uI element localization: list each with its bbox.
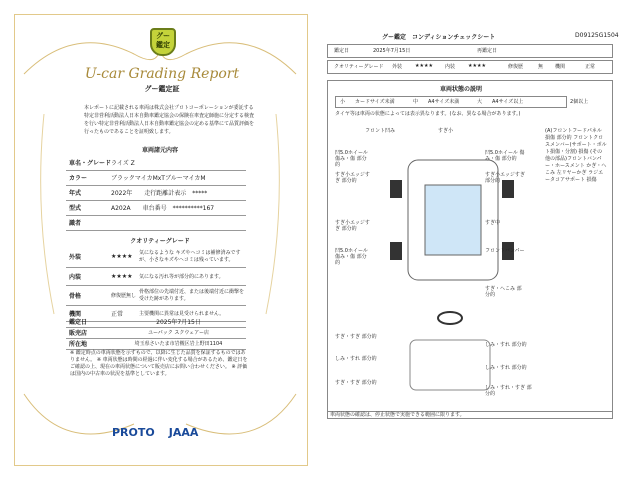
quality-stars: 修復歴無し	[111, 292, 137, 299]
spec-key: 識者	[69, 220, 82, 227]
spec-value: ライズ Z	[111, 160, 135, 167]
quality-label: クオリティーグレード	[334, 64, 384, 70]
quality-stars: ★★★★	[111, 272, 133, 280]
shop-value: ユーパック スクウェアー店	[148, 330, 209, 336]
spec-key: カラー	[69, 175, 88, 182]
damage-label: しみ・すれ 部分的	[485, 365, 527, 371]
damage-label: 凹5.0ホイール 傷み・傷 部分的	[335, 150, 368, 168]
damage-label: しみ・すれ・すぎ 部分的	[485, 385, 532, 397]
report-subtitle: グー鑑定証	[144, 85, 180, 93]
quality-row	[66, 267, 246, 286]
spec-key: 型式	[69, 205, 82, 212]
jaaa-logo: JAAA	[168, 426, 199, 439]
spec-value: A202A 車台番号 **********167	[111, 205, 215, 212]
next-date-label: 再鑑定日	[477, 48, 498, 54]
date-value: 2025年7月15日	[156, 319, 201, 326]
state-title: 車両状態の説明	[440, 86, 483, 93]
condition-check-sheet	[320, 0, 640, 480]
date-box	[327, 44, 613, 58]
legend-text: タイヤ等は車両の状態によっては表示異なります。(なお、異なる場合があります。)	[335, 111, 521, 117]
notes-text: ※ 鑑定時点の車両状態を示すもので、以降に生じた品質を保証するものではありません。 ※ 車両状態は時間の経過に伴い変化する場合があるため、鑑定日をご確認の上、現在の車両状態について販売店にお問い合わせください。 ※ 評価は国内の中古車の状況を基準としています。	[70, 350, 248, 377]
section-quality: クオリティーグレード	[130, 238, 190, 245]
quality-desc: 気になるような キズやヘコミは補修済みですが、小さなキズやヘコミは残っています。	[139, 250, 241, 263]
ext-stars: ★★★★	[415, 63, 433, 69]
size-note: 2個以上	[570, 99, 589, 105]
damage-label: すぎ小エッジすぎ 部分的	[335, 172, 370, 184]
ext-label: 外装	[392, 64, 403, 70]
spec-key: 年式	[69, 190, 82, 197]
size-small-desc: カードサイズ未満	[355, 99, 395, 105]
spec-row	[66, 170, 246, 186]
damage-label: 凹5.0ホイール 傷み・傷 部分的	[335, 248, 368, 266]
quality-key: 機関	[69, 310, 82, 318]
car-diagram-icon	[380, 150, 530, 400]
engine-value: 正常	[585, 64, 596, 70]
date-label: 鑑定日	[69, 319, 88, 326]
address-row	[66, 338, 246, 350]
address-value: 埼玉県さいたま市岩槻区岩上野田1104	[134, 341, 223, 347]
damage-label: フロント凹み	[365, 128, 396, 134]
damage-label: しみ・すれ 部分的	[335, 356, 377, 362]
date-label: 鑑定日	[334, 48, 350, 54]
damage-label: 凹5.0ホイール 傷み・傷 部分的	[485, 150, 525, 162]
damage-label: すぎ中	[485, 220, 501, 226]
size-small: 小	[340, 99, 346, 105]
damage-label: すぎ・すぎ 部分的	[335, 380, 377, 386]
address-label: 所在地	[69, 341, 88, 348]
spec-value: 2022年 走行距離計表示 *****	[111, 190, 208, 197]
damage-label: すぎ・へこみ 部分的	[485, 286, 522, 298]
section-specs: 車両諸元内容	[141, 147, 178, 154]
size-big-desc: A4サイズ以上	[492, 99, 524, 105]
report-title: U-car Grading Report	[84, 66, 240, 82]
side-notes: (A)フロントフードパネル 損傷 部分的 フロントクロスメンバー(サポート・ボルト損傷・分割) 損傷 (その他の部品)フロントバンパー・ホースメント かぎ・へこみ 左リヤーかぎ ラジエータコアサポート 損傷	[545, 128, 607, 183]
damage-label: すぎ・すぎ 部分的	[335, 334, 377, 340]
quality-key: 内装	[69, 273, 82, 281]
spec-row	[66, 155, 246, 171]
size-mid: 中	[413, 99, 419, 105]
size-big: 大	[477, 99, 483, 105]
proto-logo: PROTO	[112, 426, 155, 439]
quality-row	[66, 285, 246, 306]
quality-row	[66, 245, 246, 268]
quality-desc: 主要機関に異常は見受けられません。	[139, 310, 225, 317]
spec-key: 車名・グレード	[69, 160, 112, 167]
spec-value: ブラックマイカMxTブルーマイカM	[111, 175, 206, 182]
spec-row	[66, 215, 246, 231]
damage-label: フロントバンパー	[485, 248, 525, 254]
int-stars: ★★★★	[468, 63, 486, 69]
size-mid-desc: A4サイズ未満	[428, 99, 460, 105]
int-label: 内装	[445, 64, 456, 70]
spec-row	[66, 200, 246, 216]
quality-desc: 骨格部位の先端付近、または後端付近に衝撃を受けた跡があります。	[139, 289, 245, 302]
shop-label: 販売店	[69, 330, 88, 337]
spec-row	[66, 185, 246, 201]
date-value: 2025年7月15日	[373, 48, 411, 54]
damage-label: しみ・すれ 部分的	[485, 342, 527, 348]
sheet-serial: D09125G1504	[575, 32, 619, 39]
quality-key: 骨格	[69, 292, 82, 300]
footer-note: 車両状態の確認は、停止状態で実施できる範囲に限ります。	[330, 412, 465, 418]
damage-label: すぎ小エッジすぎ 部分的	[335, 220, 370, 232]
frame-value: 無	[538, 64, 544, 70]
damage-label: すぎ小エッジすぎ 部分的	[485, 172, 525, 184]
engine-label: 機関	[555, 64, 566, 70]
quality-desc: 気になる汚れ等が部分的にあります。	[139, 273, 224, 280]
intro-text: 本レポートに記載される車両は株式会社プロトコーポレーションが委託する特定非営利活動法人日本自動車鑑定協会の保険在車査定師施に分定する検査を行い特定非営利活動法人日本自動車鑑定協会の定める基準にて品質評価を行ったものであることを証明致します。	[84, 105, 255, 135]
quality-stars: ★★★★	[111, 252, 133, 260]
quality-key: 外装	[69, 253, 82, 261]
damage-label: すぎ小	[438, 128, 454, 134]
grading-certificate	[0, 0, 315, 480]
logo-area	[112, 426, 198, 439]
frame-label: 修復歴	[508, 64, 524, 70]
quality-stars: 正常	[111, 310, 124, 318]
goo-badge: グー 鑑定	[150, 28, 176, 56]
sheet-heading: グー鑑定 コンディションチェックシート	[382, 34, 496, 41]
